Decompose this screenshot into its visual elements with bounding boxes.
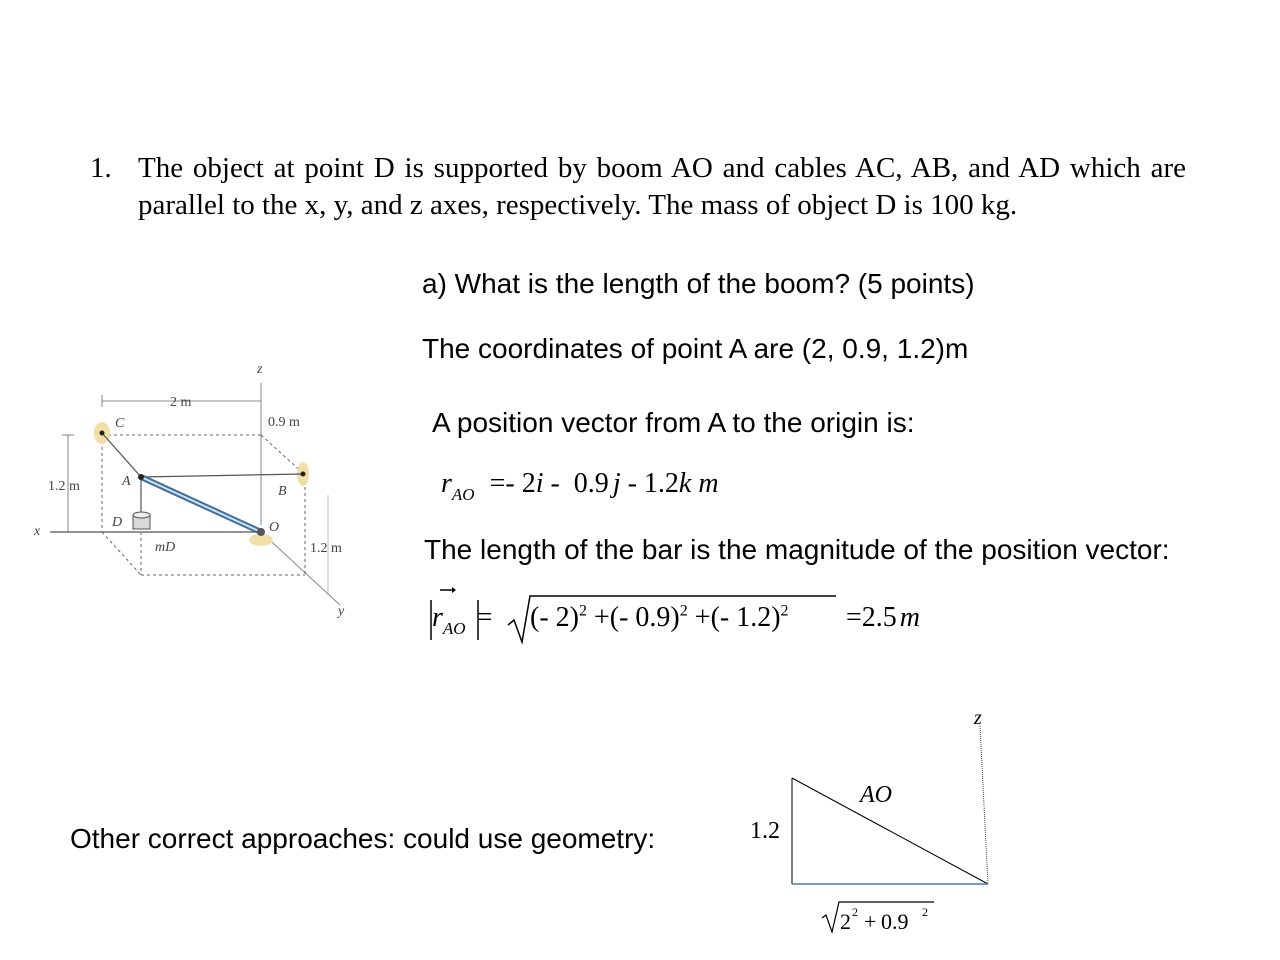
triangle-diagram <box>740 700 1020 940</box>
eq1-r: r <box>441 468 452 499</box>
magnitude-equation: $r_{AO}$ = <box>432 602 493 638</box>
eq2-result: =2.5 <box>846 602 897 633</box>
eq1-i: i <box>535 468 544 499</box>
fig-label-z: z <box>257 362 263 377</box>
length-intro: The length of the bar is the magnitude of the position vector: <box>424 534 1170 565</box>
eq2-r: r <box>432 602 443 633</box>
eq2-term1: (- 2) <box>530 602 579 633</box>
fig-label-O: O <box>269 520 280 535</box>
eq2-plus1: + <box>593 602 610 633</box>
fig-label-y: y <box>338 604 345 619</box>
tri-axis-z: z <box>974 707 982 729</box>
eq2-radicand <box>530 602 789 634</box>
tri-side: 1.2 <box>750 818 780 844</box>
fig-dim-09m: 0.9 m <box>268 415 300 430</box>
eq2-exp1: 2 <box>578 602 587 620</box>
fig-label-C: C <box>115 416 125 431</box>
fig-label-mD: mD <box>155 540 176 555</box>
eq2-exp3: 2 <box>780 602 789 620</box>
fig-label-B: B <box>278 484 287 499</box>
eq2-term2: (- 0.9) <box>609 602 680 633</box>
tri-rad-b: 0.9 <box>881 909 909 934</box>
question-a: a) What is the length of the boom? (5 points) <box>422 268 975 299</box>
eq1-coef-k: - 1.2 <box>620 468 679 499</box>
eq2-unit: m <box>899 602 921 633</box>
fig-dim-12m-left: 1.2 m <box>48 479 80 494</box>
eq2-exp2: 2 <box>679 602 688 620</box>
other-approaches: Other correct approaches: could use geometry: <box>70 823 656 854</box>
eq1-coef-i: =- 2 <box>489 468 536 499</box>
problem-number: 1. <box>90 152 112 184</box>
coordinates-text: The coordinates of point A are (2, 0.9, 1.2)m <box>422 333 969 364</box>
boom-figure <box>30 355 370 625</box>
tri-rad-a: 2 <box>840 909 851 934</box>
tri-plus: + <box>864 909 877 934</box>
fig-label-x: x <box>34 524 41 539</box>
eq2-term3: (- 1.2) <box>710 602 781 633</box>
problem-text: The object at point D is supported by boom AO and cables AC, AB, and AD which are parallel to the x, y, and z axes, respectively. The mass of object D is 100 kg. <box>138 152 1186 221</box>
eq1-unit: m <box>691 468 719 499</box>
tri-exp-b: 2 <box>922 905 928 919</box>
eq1-j: j <box>612 468 621 499</box>
fig-label-A: A <box>122 474 131 489</box>
eq2-result-wrap <box>846 602 920 634</box>
eq1-sub: AO <box>451 485 475 504</box>
fig-dim-12m-right: 1.2 m <box>310 541 342 556</box>
tri-hyp: AO <box>860 782 892 808</box>
eq2-sub: AO <box>442 619 466 638</box>
position-vector-intro: A position vector from A to the origin is: <box>432 407 915 438</box>
fig-label-D: D <box>112 515 123 530</box>
tri-exp-a: 2 <box>852 905 858 919</box>
fig-dim-2m: 2 m <box>170 395 192 410</box>
eq1-k: k <box>678 468 692 499</box>
eq1-coef-j: - 0.9 <box>543 468 609 499</box>
eq2-plus2: + <box>694 602 711 633</box>
